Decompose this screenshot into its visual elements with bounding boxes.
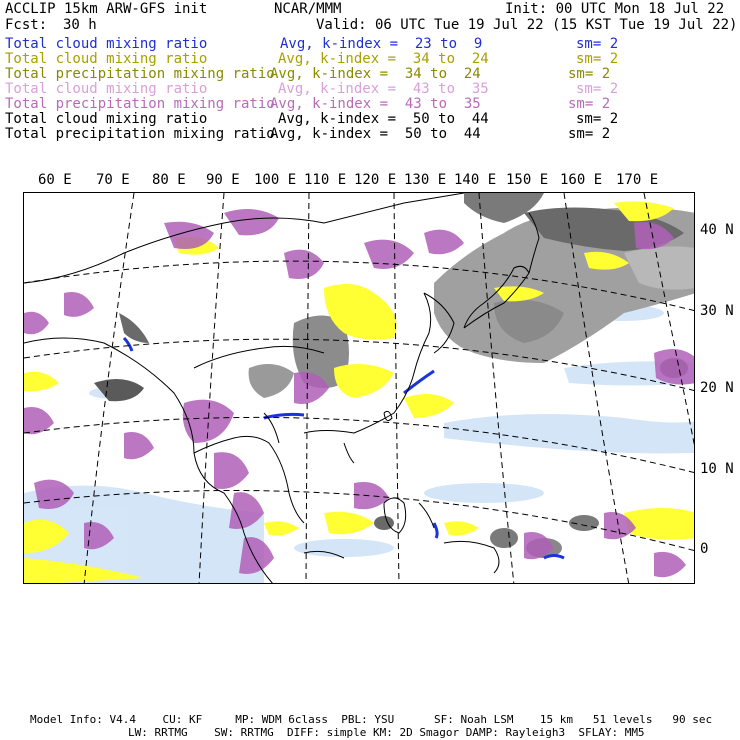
legend-row-name: Total cloud mixing ratio bbox=[5, 51, 208, 67]
legend-row-desc: Avg, k-index = 50 to 44 bbox=[270, 126, 481, 142]
lon-label: 100 E bbox=[254, 172, 297, 188]
map-canvas bbox=[24, 193, 695, 584]
legend-row-name: Total cloud mixing ratio bbox=[5, 81, 208, 97]
legend-row-name: Total cloud mixing ratio bbox=[5, 36, 208, 52]
lon-label: 70 E bbox=[96, 172, 130, 188]
lat-label: 40 N bbox=[700, 222, 734, 238]
fcst-value: 30 h bbox=[63, 17, 97, 33]
lat-label: 0 bbox=[700, 541, 709, 557]
legend-row-desc: Avg, k-index = 43 to 35 bbox=[278, 81, 489, 97]
fcst-label: Fcst: bbox=[5, 17, 48, 33]
valid-time: Valid: 06 UTC Tue 19 Jul 22 (15 KST Tue 19 Jul 22) bbox=[316, 17, 738, 33]
forecast-map bbox=[23, 192, 695, 584]
legend-row-name: Total precipitation mixing ratio bbox=[5, 126, 275, 142]
legend-row-sm: sm= 2 bbox=[576, 51, 619, 67]
lon-label: 110 E bbox=[304, 172, 347, 188]
lon-label: 90 E bbox=[206, 172, 240, 188]
org-label: NCAR/MMM bbox=[274, 1, 342, 17]
init-time: Init: 00 UTC Mon 18 Jul 22 bbox=[505, 1, 725, 17]
legend-row-sm: sm= 2 bbox=[568, 126, 611, 142]
model-title: ACCLIP 15km ARW-GFS init bbox=[5, 1, 208, 17]
legend-row-desc: Avg, k-index = 34 to 24 bbox=[270, 66, 481, 82]
lat-label: 20 N bbox=[700, 380, 734, 396]
legend-row-desc: Avg, k-index = 34 to 24 bbox=[278, 51, 489, 67]
lon-label: 140 E bbox=[454, 172, 497, 188]
lat-label: 30 N bbox=[700, 303, 734, 319]
lon-label: 120 E bbox=[354, 172, 397, 188]
lon-label: 150 E bbox=[506, 172, 549, 188]
legend-row-sm: sm= 2 bbox=[576, 81, 619, 97]
model-info-line2: LW: RRTMG SW: RRTMG DIFF: simple KM: 2D Smagor DAMP: Rayleigh3 SFLAY: MM5 bbox=[128, 726, 645, 739]
model-info-line1: Model Info: V4.4 CU: KF MP: WDM 6class PBL: YSU SF: Noah LSM 15 km 51 levels 90 sec bbox=[30, 713, 713, 726]
legend-row-desc: Avg, k-index = 43 to 35 bbox=[270, 96, 481, 112]
legend-row-sm: sm= 2 bbox=[576, 111, 619, 127]
lon-label: 130 E bbox=[404, 172, 447, 188]
legend-row-sm: sm= 2 bbox=[568, 96, 611, 112]
lon-label: 170 E bbox=[616, 172, 659, 188]
legend-row-sm: sm= 2 bbox=[568, 66, 611, 82]
lon-label: 60 E bbox=[38, 172, 72, 188]
legend-row-desc: Avg, k-index = 23 to 9 bbox=[280, 36, 483, 52]
lon-label: 80 E bbox=[152, 172, 186, 188]
lon-label: 160 E bbox=[560, 172, 603, 188]
legend-row-name: Total precipitation mixing ratio bbox=[5, 66, 275, 82]
legend-row-desc: Avg, k-index = 50 to 44 bbox=[278, 111, 489, 127]
legend-row-sm: sm= 2 bbox=[576, 36, 619, 52]
lat-label: 10 N bbox=[700, 461, 734, 477]
legend-row-name: Total precipitation mixing ratio bbox=[5, 96, 275, 112]
legend-row-name: Total cloud mixing ratio bbox=[5, 111, 208, 127]
